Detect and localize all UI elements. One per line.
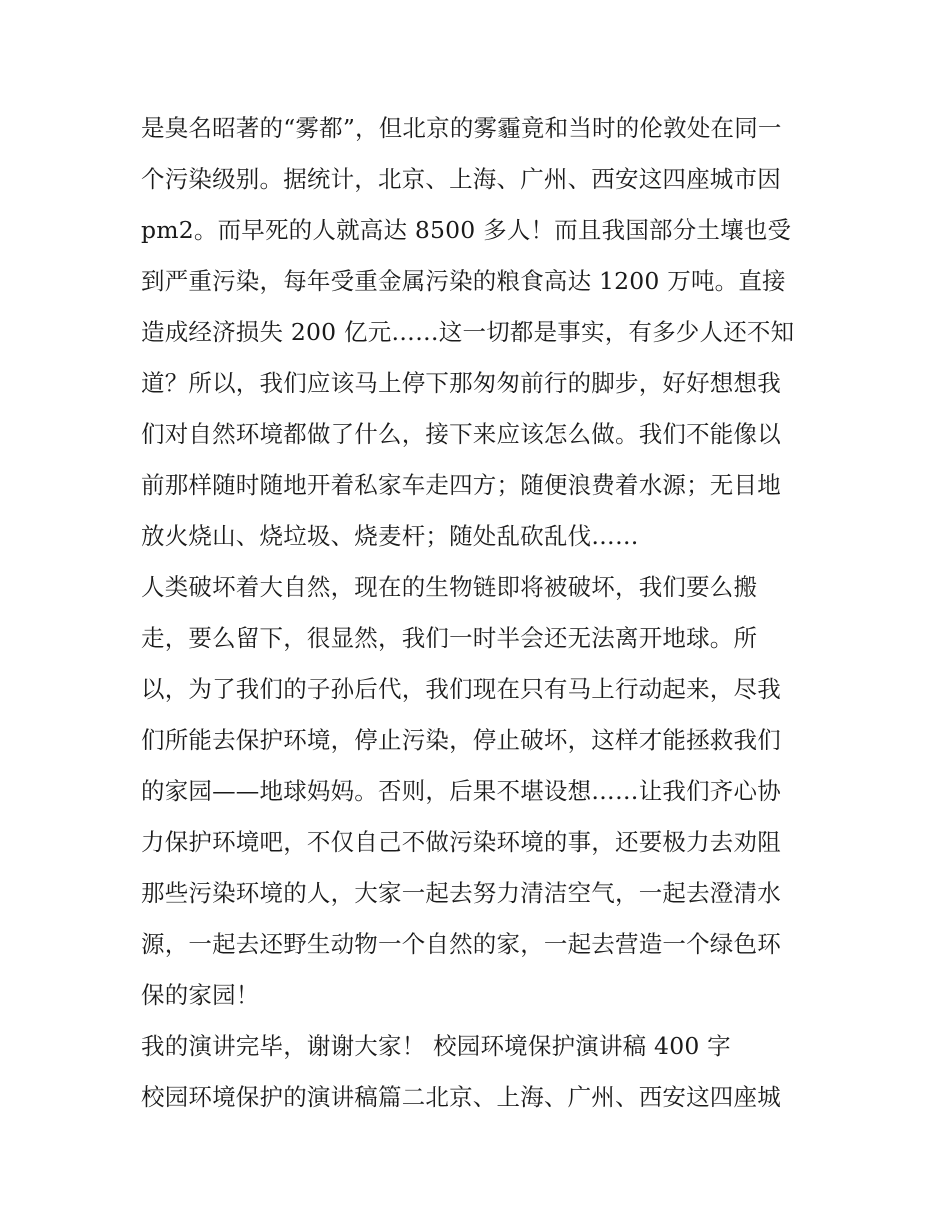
text-line: 造成经济损失 200 亿元……这一切都是事实，有多少人还不知 [141, 318, 795, 346]
text-line: 保的家园！ [141, 981, 260, 1009]
text-line: 到严重污染，每年受重金属污染的粮食高达 1200 万吨。直接 [141, 267, 786, 295]
text-line: 人类破坏着大自然，现在的生物链即将被破坏，我们要么搬 [141, 573, 758, 601]
text-line: 是臭名昭著的“雾都”，但北京的雾霾竟和当时的伦敦处在同一 [141, 114, 782, 142]
text-line: 我的演讲完毕，谢谢大家！ 校园环境保护演讲稿 400 字 [141, 1032, 731, 1060]
text-line: 们对自然环境都做了什么，接下来应该怎么做。我们不能像以 [141, 420, 781, 448]
text-line: 的家园——地球妈妈。否则，后果不堪设想……让我们齐心协 [141, 777, 781, 805]
text-line: 前那样随时随地开着私家车走四方；随便浪费着水源；无目地 [141, 471, 781, 499]
text-line: 道？所以，我们应该马上停下那匆匆前行的脚步，好好想想我 [141, 369, 781, 397]
text-line: 校园环境保护的演讲稿篇二北京、上海、广州、西安这四座城 [141, 1083, 781, 1111]
text-line: 力保护环境吧，不仅自己不做污染环境的事，还要极力去劝阻 [141, 828, 781, 856]
text-line: 那些污染环境的人，大家一起去努力清洁空气，一起去澄清水 [141, 879, 781, 907]
text-line: 源，一起去还野生动物一个自然的家，一起去营造一个绿色环 [141, 930, 781, 958]
text-line: 放火烧山、烧垃圾、烧麦杆；随处乱砍乱伐…… [141, 522, 639, 550]
text-line: 走，要么留下，很显然，我们一时半会还无法离开地球。所 [141, 624, 758, 652]
text-line: 以，为了我们的子孙后代，我们现在只有马上行动起来，尽我 [141, 675, 781, 703]
text-line: pm2。而早死的人就高达 8500 多人！而且我国部分土壤也受 [141, 216, 792, 244]
document-body [141, 103, 813, 1123]
text-line: 个污染级别。据统计，北京、上海、广州、西安这四座城市因 [141, 165, 781, 193]
text-line: 们所能去保护环境，停止污染，停止破坏，这样才能拯救我们 [141, 726, 781, 754]
